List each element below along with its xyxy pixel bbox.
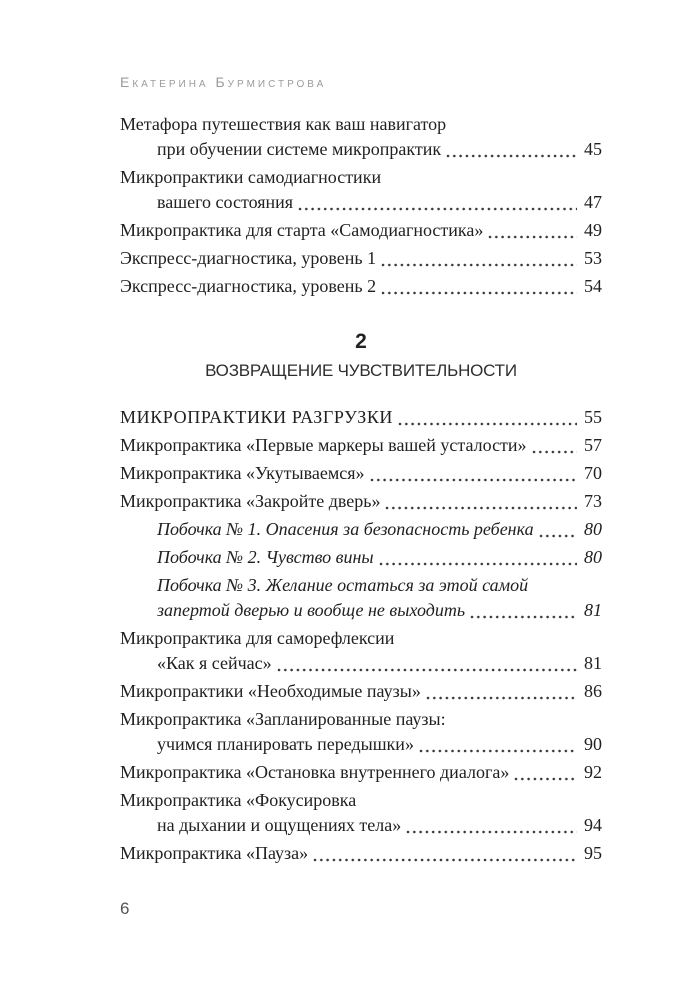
toc-entry-title: запертой дверью и вообще не выходить: [157, 600, 466, 620]
dot-leader: [398, 422, 577, 426]
toc-line: [120, 112, 602, 137]
toc-page-number: 70: [584, 463, 602, 483]
toc-entry-title: на дыхании и ощущениях тела»: [157, 815, 402, 835]
toc-entry-title: Микропрактика для саморефлексии: [120, 628, 395, 648]
dot-leader: [381, 263, 577, 267]
toc-page-number: 45: [584, 139, 602, 159]
toc-line-with-page: [120, 651, 602, 676]
toc-line-with-page: [120, 274, 602, 299]
toc-entry: [120, 218, 602, 243]
toc-line-with-page: [120, 760, 602, 785]
toc-entry: [120, 626, 602, 676]
toc-page-number: 81: [584, 653, 602, 673]
toc-entry-title: Экспресс-диагностика, уровень 1: [120, 248, 377, 268]
toc-entry: [120, 841, 602, 866]
toc-entry-title: Экспресс-диагностика, уровень 2: [120, 276, 377, 296]
dot-leader: [277, 668, 577, 672]
toc-line-with-page: [120, 517, 602, 542]
toc-entry: [120, 274, 602, 299]
toc-entry: [120, 246, 602, 271]
toc-page-number: 80: [584, 547, 602, 567]
running-header-author: Екатерина Бурмистрова: [120, 74, 327, 90]
toc-entry-title: при обучении системе микропрактик: [157, 139, 442, 159]
toc-entry: [120, 165, 602, 215]
toc-line: [120, 573, 602, 598]
toc-entry-title: Микропрактика «Пауза»: [120, 843, 309, 863]
toc-entry-title: Побочка № 2. Чувство вины: [157, 547, 374, 567]
toc-entry-title: «Как я сейчас»: [157, 653, 272, 673]
footer-page-number: 6: [120, 899, 130, 918]
dot-leader: [313, 858, 577, 862]
dot-leader: [381, 291, 577, 295]
dot-leader: [514, 777, 577, 781]
toc-line-with-page: [120, 841, 602, 866]
dot-leader: [385, 506, 577, 510]
toc-entry-title: Побочка № 3. Желание остаться за этой самой: [157, 575, 529, 595]
toc-page-number: 73: [584, 491, 602, 511]
toc-entry: [120, 760, 602, 785]
toc-page-number: 94: [584, 815, 602, 835]
toc-entry: [120, 433, 602, 458]
toc-entry-title: Микропрактики самодиагностики: [120, 167, 382, 187]
toc-line-with-page: [120, 679, 602, 704]
dot-leader: [370, 478, 578, 482]
toc-line: [120, 707, 602, 732]
toc-line: [120, 626, 602, 651]
toc-page-number: 55: [584, 407, 602, 427]
toc-page-number: 53: [584, 248, 602, 268]
toc-entry-title: Микропрактика «Фокусировка: [120, 790, 357, 810]
toc-line-with-page: [120, 813, 602, 838]
toc-entry: [120, 573, 602, 623]
toc-entry: [120, 405, 602, 430]
chapter-number: 2: [355, 330, 367, 353]
toc-page-number: 95: [584, 843, 602, 863]
toc-entry-title: Микропрактика для старта «Самодиагностика»: [120, 220, 484, 240]
toc-page-number: 92: [584, 762, 602, 782]
toc-line: [120, 165, 602, 190]
toc-line-with-page: [120, 246, 602, 271]
toc-page-number: 47: [584, 192, 602, 212]
toc-page-number: 54: [584, 276, 602, 296]
toc-page-number: 49: [584, 220, 602, 240]
toc-line-with-page: [120, 489, 602, 514]
toc-entry-title: Микропрактика «Укутываемся»: [120, 463, 365, 483]
toc-line-with-page: [120, 461, 602, 486]
toc-page-number: 81: [584, 600, 602, 620]
toc-entry: [120, 545, 602, 570]
toc-entry-title: Микропрактика «Остановка внутреннего диалога»: [120, 762, 510, 782]
toc-line-with-page: [120, 190, 602, 215]
toc-line-with-page: [120, 218, 602, 243]
toc-entry-title: учимся планировать передышки»: [157, 734, 414, 754]
toc-entry-title: Микропрактика «Запланированные паузы:: [120, 709, 446, 729]
toc-entry: [120, 788, 602, 838]
toc-entry: [120, 679, 602, 704]
toc-page-number: 90: [584, 734, 602, 754]
toc-entry-title: Побочка № 1. Опасения за безопасность ребенка: [157, 519, 534, 539]
dot-leader: [470, 615, 577, 619]
dot-leader: [379, 562, 577, 566]
toc-line-with-page: [120, 405, 602, 430]
toc-entry: [120, 707, 602, 757]
dot-leader: [488, 235, 577, 239]
toc-list-before-section: [120, 112, 602, 299]
toc-line-with-page: [120, 545, 602, 570]
toc-entry: [120, 489, 602, 514]
toc-entry-title: Микропрактики «Необходимые паузы»: [120, 681, 421, 701]
toc-page-number: 86: [584, 681, 602, 701]
chapter-heading: [120, 330, 602, 384]
dot-leader: [539, 534, 577, 538]
toc-entry-title: Метафора путешествия как ваш навигатор: [120, 114, 447, 134]
toc-entry: [120, 461, 602, 486]
chapter-title: ВОЗВРАЩЕНИЕ ЧУВСТВИТЕЛЬНОСТИ: [205, 361, 517, 380]
toc-line-with-page: [120, 598, 602, 623]
toc-page-number: 80: [584, 519, 602, 539]
dot-leader: [532, 450, 577, 454]
toc-page-number: 57: [584, 435, 602, 455]
dot-leader: [298, 207, 577, 211]
table-of-contents: [120, 112, 602, 869]
dot-leader: [426, 696, 577, 700]
toc-line: [120, 788, 602, 813]
toc-entry-title: вашего состояния: [157, 192, 294, 212]
toc-entry: [120, 517, 602, 542]
toc-entry-title: МИКРОПРАКТИКИ РАЗГРУЗКИ: [120, 407, 394, 427]
dot-leader: [406, 830, 577, 834]
dot-leader: [446, 154, 577, 158]
dot-leader: [419, 749, 577, 753]
toc-line-with-page: [120, 732, 602, 757]
toc-line-with-page: [120, 137, 602, 162]
toc-list-after-section: [120, 405, 602, 866]
toc-line-with-page: [120, 433, 602, 458]
toc-entry: [120, 112, 602, 162]
toc-entry-title: Микропрактика «Закройте дверь»: [120, 491, 381, 511]
toc-entry-title: Микропрактика «Первые маркеры вашей усталости»: [120, 435, 527, 455]
